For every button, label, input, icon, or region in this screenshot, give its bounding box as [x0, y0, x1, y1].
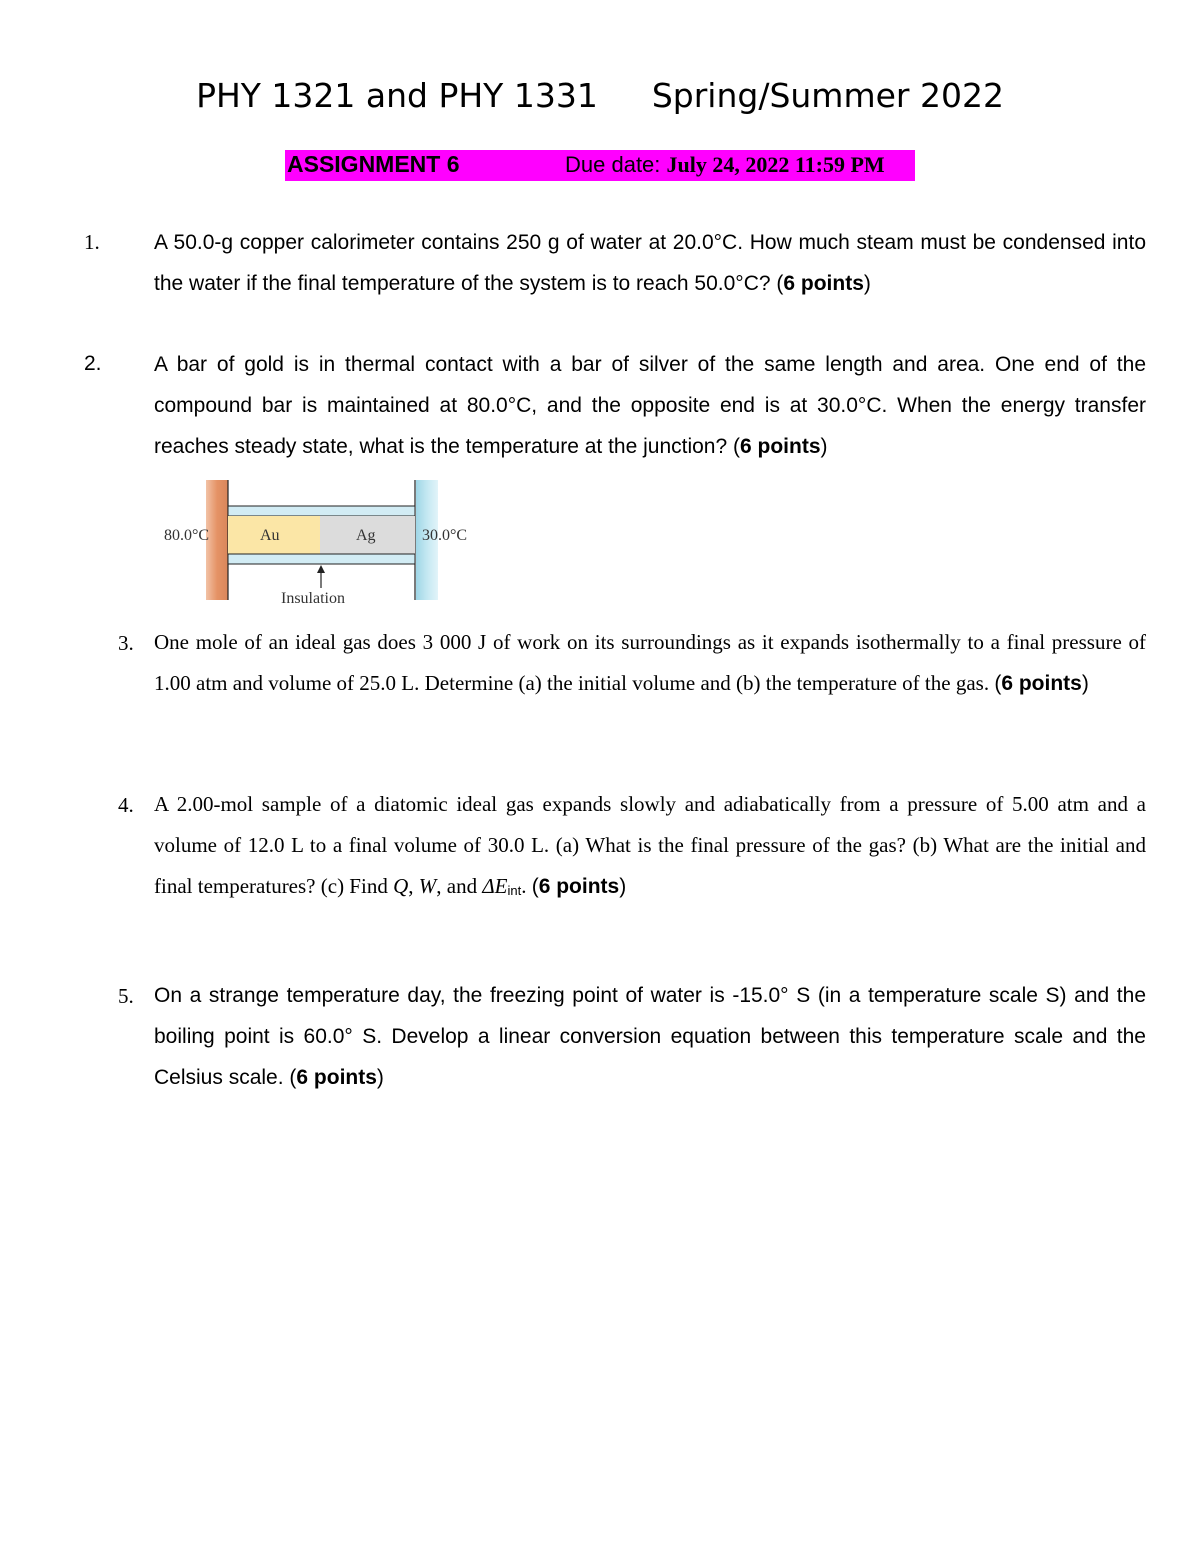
- question-text: A 2.00-mol sample of a diatomic ideal gas expands slowly and adiabatically from a pressure of 5.00 atm and a volume of 12.0 L to a final volume of 30.0 L. (a) What is the final pressure of the gas? (b) What are the initial and final temperatures? (c) Find Q, W, and ΔEint. (6 points): [154, 792, 1146, 898]
- delta-e-subscript: int: [507, 883, 522, 898]
- page-title: [0, 76, 1200, 115]
- insulation-bottom: [228, 554, 415, 564]
- question-number: 4.: [118, 793, 134, 817]
- due-label: Due date:: [565, 152, 661, 177]
- assignment-banner: [285, 150, 915, 181]
- question-text: A bar of gold is in thermal contact with a bar of silver of the same length and area. One end of the compound bar is maintained at 80.0°C, and the opposite end is at 30.0°C. When the energy transfer reaches steady state, what is the temperature at the junction? (6 points): [154, 353, 1146, 458]
- course-title: PHY 1321 and PHY 1331: [196, 76, 598, 115]
- points-label: (6 points): [994, 672, 1089, 695]
- hot-reservoir: [206, 480, 228, 600]
- gold-label: Au: [260, 527, 280, 544]
- question-number: 5.: [118, 984, 134, 1008]
- silver-label: Ag: [356, 527, 376, 544]
- insulation-top: [228, 506, 415, 516]
- q-variable: Q: [393, 874, 409, 898]
- delta-e-int: ΔE: [482, 874, 508, 898]
- question-text: A 50.0-g copper calorimeter contains 250 g of water at 20.0°C. How much steam must be condensed into the water if the final temperature of the system is to reach 50.0°C? (6 points): [154, 231, 1146, 295]
- question-text: On a strange temperature day, the freezing point of water is -15.0° S (in a temperature scale S) and the boiling point is 60.0° S. Develop a linear conversion equation between this temperature scale and the Celsius scale. (6 points): [154, 984, 1146, 1089]
- points-label: (6 points): [289, 1066, 384, 1089]
- question-number: 1.: [84, 230, 100, 254]
- term-title: Spring/Summer 2022: [651, 76, 1004, 115]
- due-date: July 24, 2022 11:59 PM: [666, 152, 885, 177]
- w-variable: W: [418, 874, 437, 898]
- points-label: (6 points): [776, 272, 871, 295]
- cold-temp-label: 30.0°C: [422, 527, 468, 544]
- insulation-label: Insulation: [281, 590, 345, 607]
- points-label: (6 points): [733, 435, 828, 458]
- assignment-label: ASSIGNMENT 6: [287, 151, 460, 177]
- points-label: (6 points): [531, 875, 627, 898]
- question-number: 3.: [118, 631, 134, 655]
- heat-conduction-figure: [150, 478, 490, 613]
- question-text: One mole of an ideal gas does 3 000 J of work on its surroundings as it expands isothermally to a final pressure of 1.00 atm and volume of 25.0 L. Determine (a) the initial volume and (b) the temperature of the gas. (6 points): [154, 630, 1146, 695]
- question-number: 2.: [84, 352, 102, 375]
- due-date-line: [565, 152, 885, 178]
- hot-temp-label: 80.0°C: [164, 527, 210, 544]
